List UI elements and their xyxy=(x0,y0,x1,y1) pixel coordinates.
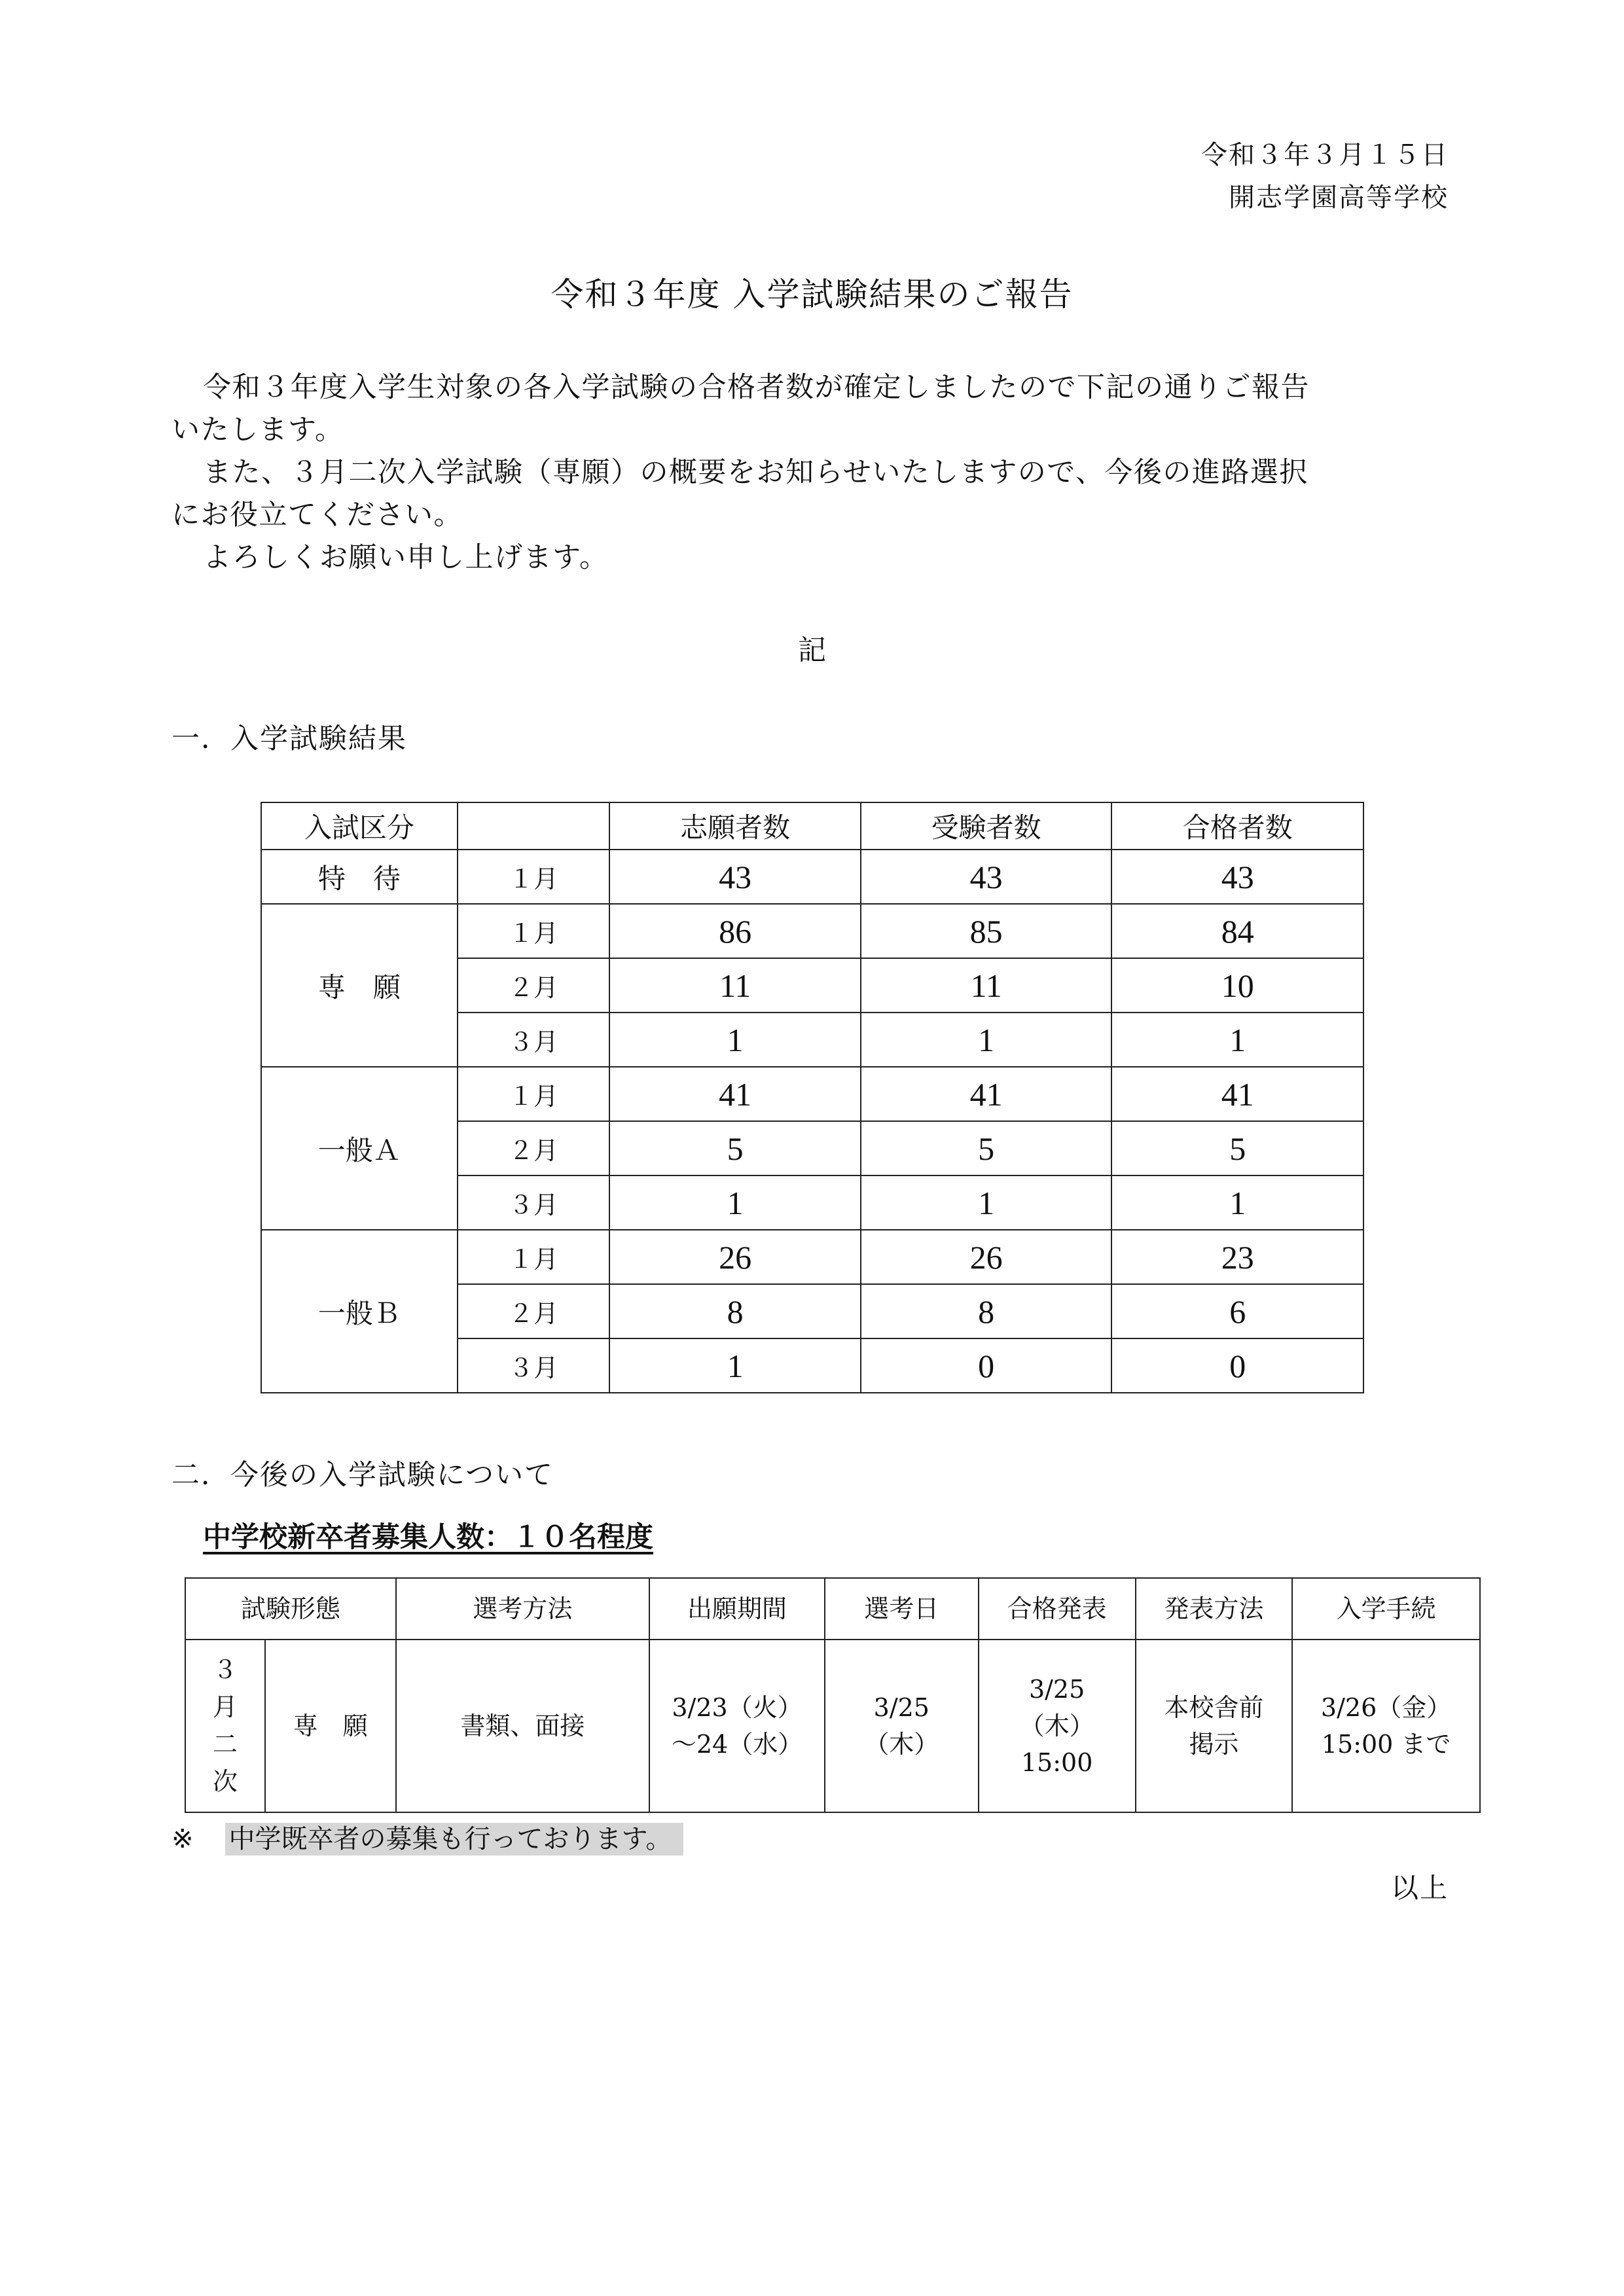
passed-cell: 43 xyxy=(1111,850,1363,904)
date-line-2: （木） xyxy=(864,1730,939,1759)
applicants-cell: 8 xyxy=(609,1284,861,1338)
category-ippan-a: 一般Ａ xyxy=(261,1067,458,1230)
table-row xyxy=(261,1067,1363,1121)
applicants-cell: 41 xyxy=(609,1067,861,1121)
passed-cell: 23 xyxy=(1111,1230,1363,1284)
header-examinees: 受験者数 xyxy=(861,802,1112,850)
header-announcement-method: 発表方法 xyxy=(1136,1578,1293,1640)
announce-line-1: 3/25 xyxy=(1028,1675,1085,1704)
applicants-cell: 1 xyxy=(609,1013,861,1067)
note-mark: ※ xyxy=(171,1824,194,1854)
examinees-cell: 1 xyxy=(861,1175,1112,1230)
closing-mark: 以上 xyxy=(1390,1872,1449,1904)
applicants-cell: 1 xyxy=(609,1175,861,1230)
table-row xyxy=(261,850,1363,904)
header-selection-method: 選考方法 xyxy=(396,1578,650,1640)
table-row xyxy=(261,1230,1363,1284)
header-month xyxy=(458,802,610,850)
notice-paragraph xyxy=(171,452,1451,537)
passed-cell: 6 xyxy=(1111,1284,1363,1338)
application-period-cell xyxy=(649,1640,825,1812)
section-1-heading: 一．入学試験結果 xyxy=(171,723,407,755)
examinees-cell: 5 xyxy=(861,1121,1112,1175)
examinees-cell: 8 xyxy=(861,1284,1112,1338)
intro-paragraph xyxy=(171,367,1451,452)
category-sengan: 専 願 xyxy=(261,904,458,1067)
examinees-cell: 0 xyxy=(861,1338,1112,1393)
passed-cell: 10 xyxy=(1111,958,1363,1013)
passed-cell: 0 xyxy=(1111,1338,1363,1393)
month-cell: ３月 xyxy=(458,1338,610,1393)
notice-line-2: にお役立てください。 xyxy=(171,499,463,531)
month-cell: ２月 xyxy=(458,958,610,1013)
exam-round-vertical xyxy=(185,1640,265,1812)
examinees-cell: 11 xyxy=(861,958,1112,1013)
applicants-cell: 43 xyxy=(609,850,861,904)
vertical-char: 二 xyxy=(212,1730,238,1759)
period-line-2: ～24（水） xyxy=(671,1730,803,1759)
closing-line: よろしくお願い申し上げます。 xyxy=(203,541,609,574)
selection-date-cell xyxy=(825,1640,979,1812)
procedure-line-2: 15:00 まで xyxy=(1321,1730,1451,1759)
header-selection-date: 選考日 xyxy=(825,1578,979,1640)
month-cell: １月 xyxy=(458,850,610,904)
examinees-cell: 85 xyxy=(861,904,1112,958)
date-line-1: 3/25 xyxy=(873,1693,929,1722)
month-cell: ２月 xyxy=(458,1284,610,1338)
vertical-char: 次 xyxy=(212,1767,238,1796)
header-applicants: 志願者数 xyxy=(609,802,861,850)
header-passed: 合格者数 xyxy=(1111,802,1363,850)
month-cell: １月 xyxy=(458,1230,610,1284)
recruitment-count: 中学校新卒者募集人数：１０名程度 xyxy=(203,1521,653,1554)
applicants-cell: 86 xyxy=(609,904,861,958)
passed-cell: 5 xyxy=(1111,1121,1363,1175)
schedule-header-row xyxy=(185,1578,1480,1640)
document-title: 令和３年度 入学試験結果のご報告 xyxy=(550,276,1074,314)
category-tokutai: 特 待 xyxy=(261,850,458,904)
header-category: 入試区分 xyxy=(261,802,458,850)
passed-cell: 1 xyxy=(1111,1175,1363,1230)
applicants-cell: 1 xyxy=(609,1338,861,1393)
results-header-row xyxy=(261,802,1363,850)
applicants-cell: 26 xyxy=(609,1230,861,1284)
header-application-period: 出願期間 xyxy=(649,1578,825,1640)
applicants-cell: 11 xyxy=(609,958,861,1013)
announce-method-line-1: 本校舎前 xyxy=(1164,1693,1264,1722)
examinees-cell: 26 xyxy=(861,1230,1112,1284)
selection-method-cell: 書類、面接 xyxy=(396,1640,650,1812)
table-row xyxy=(185,1640,1480,1812)
month-cell: １月 xyxy=(458,1067,610,1121)
schedule-table xyxy=(185,1577,1481,1813)
graduate-note xyxy=(171,1818,683,1856)
table-row xyxy=(261,904,1363,958)
document-date: 令和３年３月１５日 xyxy=(1201,140,1449,170)
passed-cell: 41 xyxy=(1111,1067,1363,1121)
applicants-cell: 5 xyxy=(609,1121,861,1175)
section-2-heading: 二．今後の入学試験について xyxy=(171,1459,554,1492)
month-cell: ２月 xyxy=(458,1121,610,1175)
notice-line-1: また、３月二次入学試験（専願）の概要をお知らせいたしますので、今後の進路選択 xyxy=(203,456,1308,489)
examinees-cell: 1 xyxy=(861,1013,1112,1067)
category-ippan-b: 一般Ｂ xyxy=(261,1230,458,1393)
examinees-cell: 41 xyxy=(861,1067,1112,1121)
results-table xyxy=(261,802,1364,1393)
announce-method-line-2: 掲示 xyxy=(1189,1730,1239,1759)
month-cell: ３月 xyxy=(458,1175,610,1230)
intro-line-2: いたします。 xyxy=(171,414,344,446)
school-name: 開志学園高等学校 xyxy=(1229,183,1449,213)
closing-paragraph xyxy=(171,537,1451,579)
ki-marker: 記 xyxy=(798,634,826,667)
vertical-char: ３ xyxy=(212,1655,238,1684)
passed-cell: 84 xyxy=(1111,904,1363,958)
note-text: 中学既卒者の募集も行っております。 xyxy=(225,1823,684,1856)
intro-line-1: 令和３年度入学生対象の各入学試験の合格者数が確定しましたので下記の通りご報告 xyxy=(203,371,1310,404)
announcement-method-cell xyxy=(1136,1640,1293,1812)
announcement-cell xyxy=(979,1640,1136,1812)
announce-line-3: 15:00 xyxy=(1020,1748,1093,1777)
header-exam-form: 試験形態 xyxy=(185,1578,396,1640)
month-cell: １月 xyxy=(458,904,610,958)
exam-type-cell: 専 願 xyxy=(265,1640,396,1812)
passed-cell: 1 xyxy=(1111,1013,1363,1067)
announce-line-2: （木） xyxy=(1019,1712,1094,1740)
header-announcement: 合格発表 xyxy=(979,1578,1136,1640)
enrollment-procedure-cell xyxy=(1292,1640,1480,1812)
header-enrollment-procedure: 入学手続 xyxy=(1292,1578,1480,1640)
month-cell: ３月 xyxy=(458,1013,610,1067)
procedure-line-1: 3/26（金） xyxy=(1320,1693,1452,1722)
vertical-char: 月 xyxy=(212,1693,238,1721)
examinees-cell: 43 xyxy=(861,850,1112,904)
period-line-1: 3/23（火） xyxy=(672,1693,803,1722)
